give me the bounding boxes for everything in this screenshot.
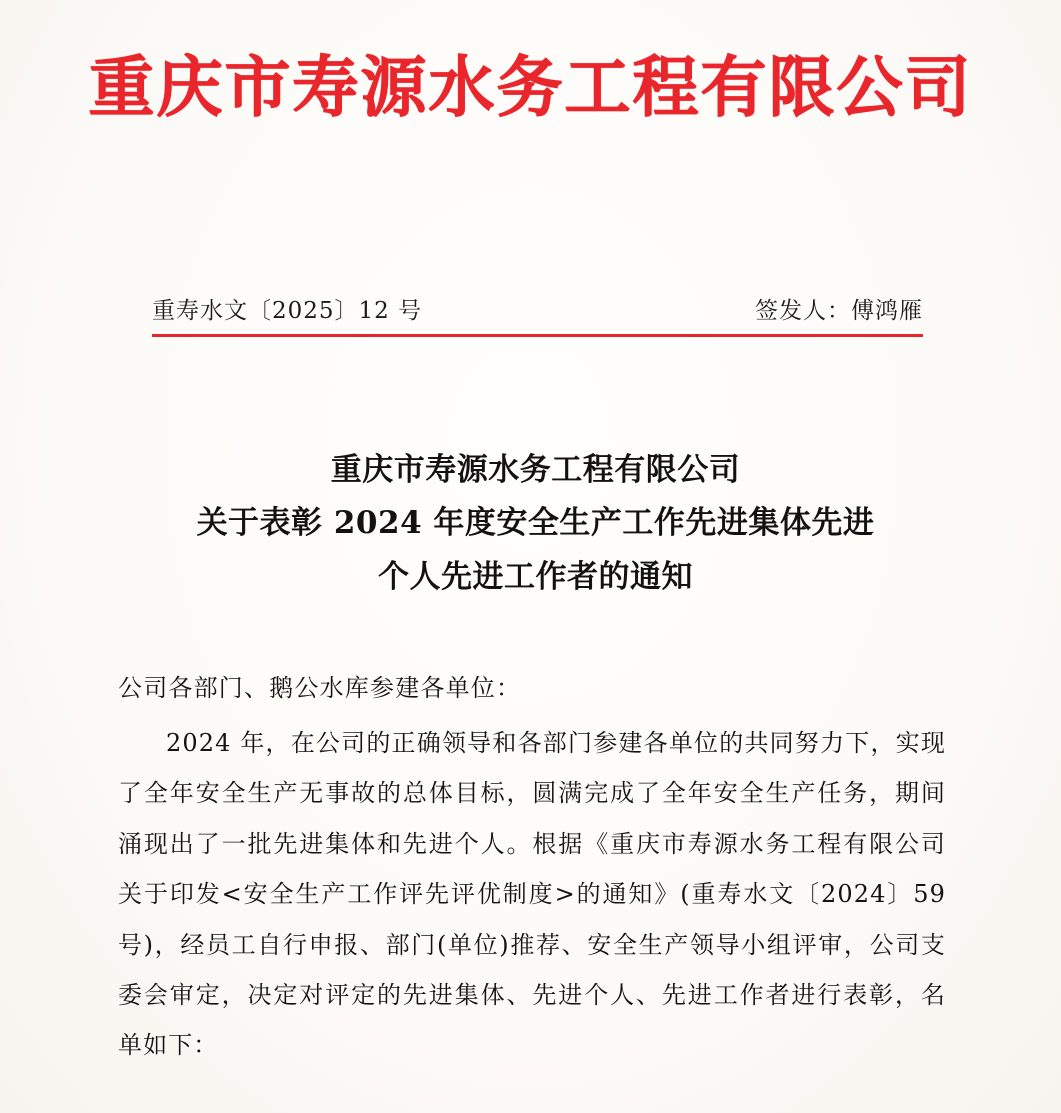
letterhead bbox=[0, 48, 1061, 126]
page-title bbox=[110, 444, 961, 604]
document-number-row bbox=[152, 292, 923, 325]
page-title-line-2: 关于表彰 2024 年度安全生产工作先进集体先进 bbox=[196, 505, 875, 542]
issuer-name: 签发人：傅鸿雁 bbox=[755, 298, 923, 324]
page-title-line-3: 个人先进工作者的通知 bbox=[378, 558, 693, 595]
page-title-line-1: 重庆市寿源水务工程有限公司 bbox=[330, 452, 741, 488]
red-divider-rule bbox=[152, 334, 923, 337]
salutation: 公司各部门、鹅公水库参建各单位： bbox=[118, 674, 522, 702]
body-content bbox=[118, 718, 946, 1071]
company-letterhead-title: 重庆市寿源水务工程有限公司 bbox=[88, 48, 973, 126]
document-number: 重寿水文〔2025〕12 号 bbox=[152, 298, 423, 324]
body-paragraph-1: 2024 年，在公司的正确领导和各部门参建各单位的共同努力下，实现了全年安全生产无事故的总体目标，圆满完成了全年安全生产任务，期间涌现出了一批先进集体和先进个人。根据《重庆市寿源水务工程有限公司关于印发<安全生产工作评先评优制度>的通知》(重寿水文〔2024〕59 号)，经员工自行申报、部门(单位)推荐、安全生产领导小组评审，公司支委会审定，决定对评定的先进集体、先进个人、先进工作者进行表彰，名单如下： bbox=[118, 729, 946, 1060]
